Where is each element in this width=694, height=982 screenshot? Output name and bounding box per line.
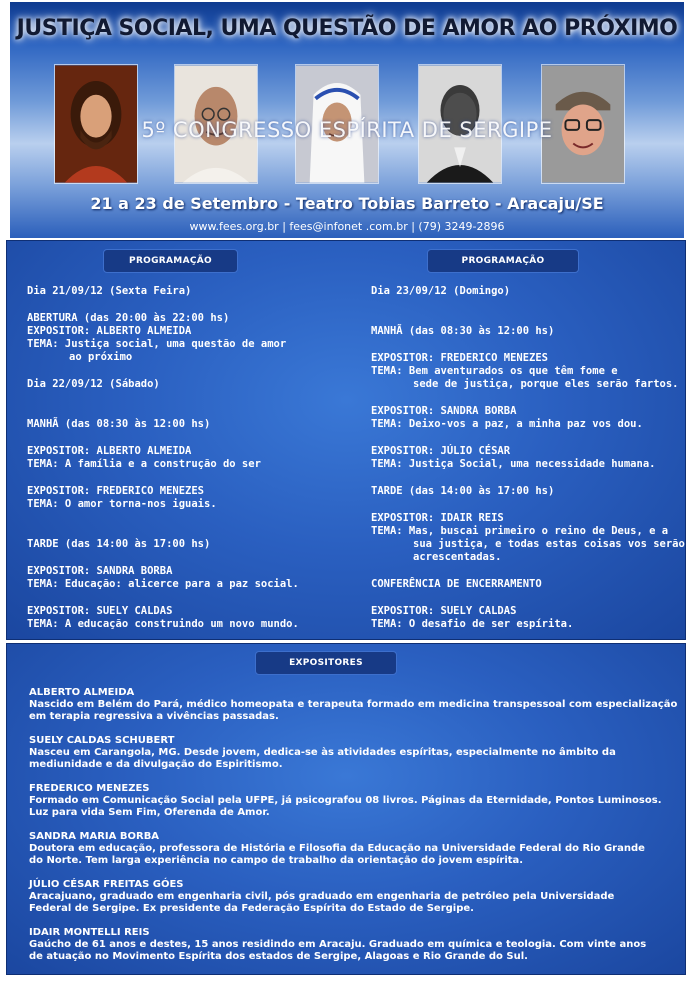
- date-venue: 21 a 23 de Setembro - Teatro Tobias Barreto - Aracaju/SE: [90, 194, 604, 213]
- speaker-line: EXPOSITOR: ALBERTO ALMEIDA: [27, 325, 192, 337]
- day-heading: Dia 22/09/12 (Sábado): [27, 378, 160, 390]
- page-title: JUSTIÇA SOCIAL, UMA QUESTÃO DE AMOR AO PRÓXIMO: [16, 16, 678, 41]
- bio-line: Doutora em educação, professora de História e Filosofia da Educação na Universidade Federal do Rio Grande: [29, 843, 645, 854]
- bio-line: Nascido em Belém do Pará, médico homeopata e terapeuta formado em medicina transpessoal com especialização: [29, 699, 678, 710]
- theme-line: TEMA: Bem aventurados os que têm fome e: [371, 365, 618, 377]
- session-heading: MANHÃ (das 08:30 às 12:00 hs): [371, 325, 555, 337]
- speaker-name: SANDRA MARIA BORBA: [29, 831, 160, 842]
- speaker-bio: [29, 687, 679, 723]
- expositores-tag: EXPOSITORES: [255, 651, 397, 675]
- speaker-bio: [29, 927, 679, 963]
- speaker-line: EXPOSITOR: FREDERICO MENEZES: [371, 352, 549, 364]
- header-banner: [10, 2, 684, 238]
- speaker-bio: [29, 735, 679, 771]
- theme-line: TEMA: O desafio de ser espírita.: [371, 618, 574, 630]
- speaker-bio: [29, 831, 679, 867]
- congress-title: 5º CONGRESSO ESPÍRITA DE SERGIPE: [141, 118, 553, 142]
- speaker-bio: [29, 783, 679, 819]
- speaker-bio: [29, 879, 679, 915]
- bio-line: de atuação no Movimento Espírita dos estados de Sergipe, Alagoas e Rio Grande do Sul.: [29, 951, 528, 962]
- theme-line: ao próximo: [69, 351, 133, 363]
- programacao-tag-left: PROGRAMAÇÃO: [103, 249, 238, 273]
- expositores-panel: [6, 643, 686, 975]
- theme-line: sede de justiça, porque eles serão fartos.: [413, 378, 679, 390]
- theme-line: TEMA: Mas, buscai primeiro o reino de Deus, e a: [371, 525, 669, 537]
- bio-line: Formado em Comunicação Social pela UFPE, já psicografou 08 livros. Páginas da Eternidade, Pontos Luminosos.: [29, 795, 662, 806]
- bio-line: Nasceu em Carangola, MG. Desde jovem, dedica-se às atividades espíritas, especialmente no âmbito da: [29, 747, 616, 758]
- theme-line: TEMA: A família e a construção do ser: [27, 458, 261, 470]
- session-heading: MANHÃ (das 08:30 às 12:00 hs): [27, 418, 211, 430]
- schedule-left-column: [27, 285, 347, 631]
- theme-line: TEMA: Justiça social, uma questão de amor: [27, 338, 287, 350]
- session-heading: CONFERÊNCIA DE ENCERRAMENTO: [371, 578, 542, 590]
- theme-line: TEMA: A educação construindo um novo mundo.: [27, 618, 299, 630]
- theme-line: acrescentadas.: [413, 551, 502, 563]
- session-heading: ABERTURA (das 20:00 às 22:00 hs): [27, 312, 230, 324]
- speaker-name: SUELY CALDAS SCHUBERT: [29, 735, 175, 746]
- bio-line: Gaúcho de 61 anos e destes, 15 anos residindo em Aracaju. Graduado em química e teologia. Com vinte anos: [29, 939, 647, 950]
- theme-line: TEMA: Justiça Social, uma necessidade humana.: [371, 458, 656, 470]
- speaker-line: EXPOSITOR: SUELY CALDAS: [371, 605, 517, 617]
- speaker-name: JÚLIO CÉSAR FREITAS GÓES: [29, 879, 184, 890]
- day-heading: Dia 23/09/12 (Domingo): [371, 285, 511, 297]
- speaker-line: EXPOSITOR: SANDRA BORBA: [371, 405, 517, 417]
- speaker-line: EXPOSITOR: SANDRA BORBA: [27, 565, 173, 577]
- day-heading: Dia 21/09/12 (Sexta Feira): [27, 285, 192, 297]
- bio-line: mediunidade e da divulgação do Espiritismo.: [29, 759, 283, 770]
- speaker-line: EXPOSITOR: SUELY CALDAS: [27, 605, 173, 617]
- speaker-line: EXPOSITOR: JÚLIO CÉSAR: [371, 445, 511, 457]
- speaker-name: FREDERICO MENEZES: [29, 783, 150, 794]
- theme-line: TEMA: O amor torna-nos iguais.: [27, 498, 217, 510]
- session-heading: TARDE (das 14:00 às 17:00 hs): [371, 485, 555, 497]
- theme-line: TEMA: Deixo-vos a paz, a minha paz vos dou.: [371, 418, 643, 430]
- speaker-line: EXPOSITOR: ALBERTO ALMEIDA: [27, 445, 192, 457]
- bio-line: Aracajuano, graduado em engenharia civil, pós graduado em engenharia de petróleo pela Universidade: [29, 891, 615, 902]
- schedule-right-column: [371, 285, 687, 631]
- bio-line: do Norte. Tem larga experiência no campo de trabalho da orientação do jovem espírita.: [29, 855, 524, 866]
- contact-info: www.fees.org.br | fees@infonet .com.br | (79) 3249-2896: [189, 220, 505, 233]
- bio-line: Federal de Sergipe. Ex presidente da Federação Espírita do Estado de Sergipe.: [29, 903, 474, 914]
- speaker-name: ALBERTO ALMEIDA: [29, 687, 135, 698]
- speaker-name: IDAIR MONTELLI REIS: [29, 927, 150, 938]
- bio-line: Luz para vida Sem Fim, Oferenda de Amor.: [29, 807, 270, 818]
- speaker-line: EXPOSITOR: FREDERICO MENEZES: [27, 485, 205, 497]
- theme-line: sua justiça, e todas estas coisas vos serão: [413, 538, 685, 550]
- speaker-bios: [29, 687, 679, 975]
- theme-line: TEMA: Educação: alicerce para a paz social.: [27, 578, 299, 590]
- session-heading: TARDE (das 14:00 às 17:00 hs): [27, 538, 211, 550]
- programacao-panel: [6, 240, 686, 640]
- programacao-tag-right: PROGRAMAÇÃO: [427, 249, 579, 273]
- bio-line: em terapia regressiva a vivências passadas.: [29, 711, 279, 722]
- speaker-line: EXPOSITOR: IDAIR REIS: [371, 512, 504, 524]
